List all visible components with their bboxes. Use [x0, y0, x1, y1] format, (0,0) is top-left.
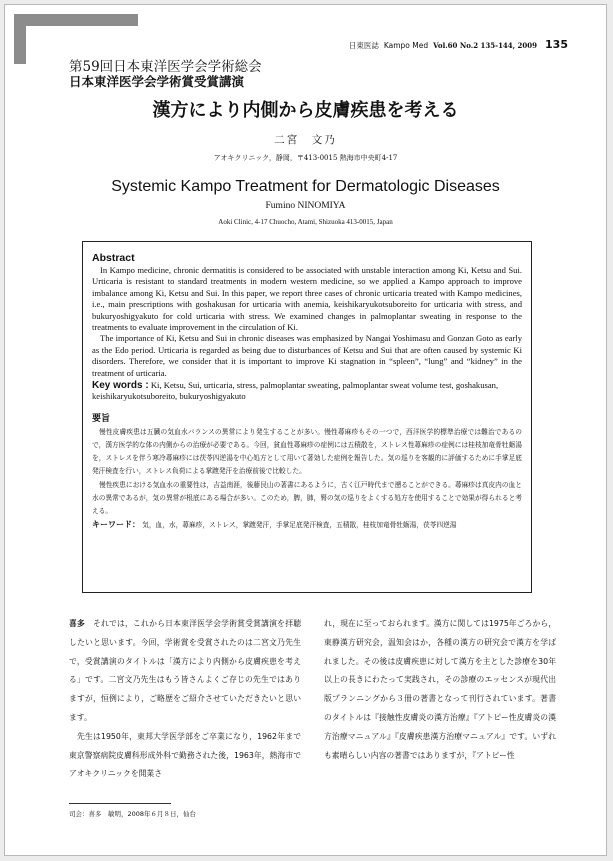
- keywords-jp: [92, 518, 522, 532]
- keywords-label-jp: キーワード：: [92, 520, 140, 530]
- corner-mark: [14, 14, 138, 26]
- body-paragraph: 喜多 それでは，これから日本東洋医学会学術賞受賞講演を拝聴したいと思います。今回，学術賞を受賞されたのは二宮文乃先生で，受賞講演のタイトルは「漢方により内側から皮膚疾患を考える」です。二宮文乃先生はもう皆さんよくご存じの先生ではありますが，恒例により，ご略歴をご紹介させていただきたいと思います。: [69, 619, 301, 722]
- paper-page: [4, 4, 607, 856]
- body-paragraph: 先生は1950年，東邦大学医学部をご卒業になり，1962年まで東京警察病院皮膚科形成外科で勤務された後，1963年，熱海市でアオキクリニックを開業さ: [69, 731, 301, 779]
- page-number: 135: [545, 38, 568, 51]
- keywords-text: Ki, Ketsu, Sui, urticaria, stress, palmoplantar sweating, palmoplantar sweat volume test, goshakusan, keishikaryukotsuboreito, bukuryoshigyakuto: [92, 380, 499, 402]
- keywords-text-jp: 気，血，水，蕁麻疹，ストレス，掌蹠発汗，手掌足底発汗検査，五積散，桂枝加竜骨牡蛎湯，茯苓四逆湯: [142, 521, 457, 530]
- body-column-left: [69, 615, 301, 784]
- author-en: Fumino NINOMIYA: [265, 201, 346, 211]
- speaker-name: 喜多: [69, 619, 86, 628]
- summary-heading-jp: 要旨: [92, 413, 111, 424]
- journal-abbrev: 日東医誌: [348, 41, 379, 50]
- award-title: 日本東洋医学会学術賞受賞講演: [69, 74, 245, 89]
- footnote: 司会：喜多 敏明，2008年６月８日，仙台: [69, 810, 197, 818]
- corner-mark: [14, 14, 26, 64]
- keywords-label: Key words :: [92, 380, 149, 392]
- affiliation-en: Aoki Clinic, 4-17 Chuocho, Atami, Shizuoka 413-0015, Japan: [218, 218, 393, 226]
- abstract-box: [82, 241, 532, 593]
- abstract-paragraph: In Kampo medicine, chronic dermatitis is considered to be associated with unstable interaction among Ki, Ketsu and Sui. Urticaria is resistant to standard treatments in modern western medicine, so we applied a Kampo approach to improve imbalance among Ki, Ketsu and Sui. In this paper, we report three cases of chronic urticaria treated with Kampo medicines, i.e., main prescriptions with goshakusan for urticaria with anemia, keishikaryukotsuboreito for urticaria with stress, and bukuryoshigyakuto for cold urticaria with stress. We examined changes in palmoplantar sweating in response to the treatments to evaluate improvement in the circulation of Ki.: [92, 265, 522, 333]
- abstract-heading: Abstract: [92, 252, 135, 264]
- volume-info: Vol.60 No.2 135-144, 2009: [433, 41, 538, 50]
- abstract-paragraph: The importance of Ki, Ketsu and Sui in chronic diseases was emphasized by Nangai Yoshimasu and Gonzan Goto as early as the Edo period. Urticaria is regarded as being due to disturbances of Ketsu and Sui that are often caused by systemic Ki disorders. Therefore, we consider that it is important to improve Ki stagnation in “spleen”, “lung” and “kidney” in the treatment of urticaria.: [92, 333, 522, 378]
- footnote-rule: [69, 803, 171, 804]
- paper-title-en: Systemic Kampo Treatment for Dermatologic Diseases: [111, 178, 500, 195]
- keywords-en: [92, 380, 522, 403]
- author-jp: 二宮 文乃: [274, 134, 337, 146]
- summary-paragraph-jp: 慢性皮膚疾患は五臓の気血水バランスの異常により発生することが多い。慢性蕁麻疹もその一つで，西洋医学的標準治療では難治であるので，漢方医学的な体の内側からの治療が必要である。今回，貧血性蕁麻疹の症例には五積散を，ストレス性蕁麻疹の症例には桂枝加竜骨牡蛎湯を，ストレスを伴う寒冷蕁麻疹には茯苓四逆湯を中心処方として用いて著効した症例を報告した。気の巡りを客観的に評価するために手掌足底発汗検査を行い，ストレス負荷による掌蹠発汗を治療前後で比較した。: [92, 427, 522, 476]
- body-column-right: [324, 615, 556, 765]
- body-paragraph: れ，現在に至っておられます。漢方に関しては1975年ごろから，東静漢方研究会，温知会はか，各種の漢方の研究会で漢方を学ばれました。その後は皮膚疾患に対して漢方を主とした診療を30年以上の長きにわたって実践され，その診療のエッセンスが現代出版プランニングから３冊の著書となって刊行されています。著書のタイトルは『接触性皮膚炎の漢方治療』『アトピー性皮膚炎の漢方治療マニュアル』『皮膚疾患漢方治療マニュアル』です。いずれも素晴らしい内容の著書ではありますが，『アトピー性: [324, 619, 556, 760]
- summary-paragraph-jp: 慢性疾患における気血水の重要性は，吉益南涯，後藤艮山の著書にあるように，古く江戸時代まで遡ることができる。蕁麻疹は真皮内の血と水の異常であるが，気の異常が根底にある場合が多い。このため，脾，肺，腎の気の巡りをよくする処方を使用することで効果が得られると考える。: [92, 480, 522, 516]
- running-head: [349, 38, 568, 51]
- journal-en: Kampo Med: [383, 41, 429, 50]
- affiliation-jp: アオキクリニック，静岡，〒413-0015 熱海市中央町4-17: [213, 154, 398, 162]
- conference-title: 第59回日本東洋医学会学術総会: [69, 59, 262, 75]
- paper-title-jp: 漢方により内側から皮膚疾患を考える: [152, 100, 459, 121]
